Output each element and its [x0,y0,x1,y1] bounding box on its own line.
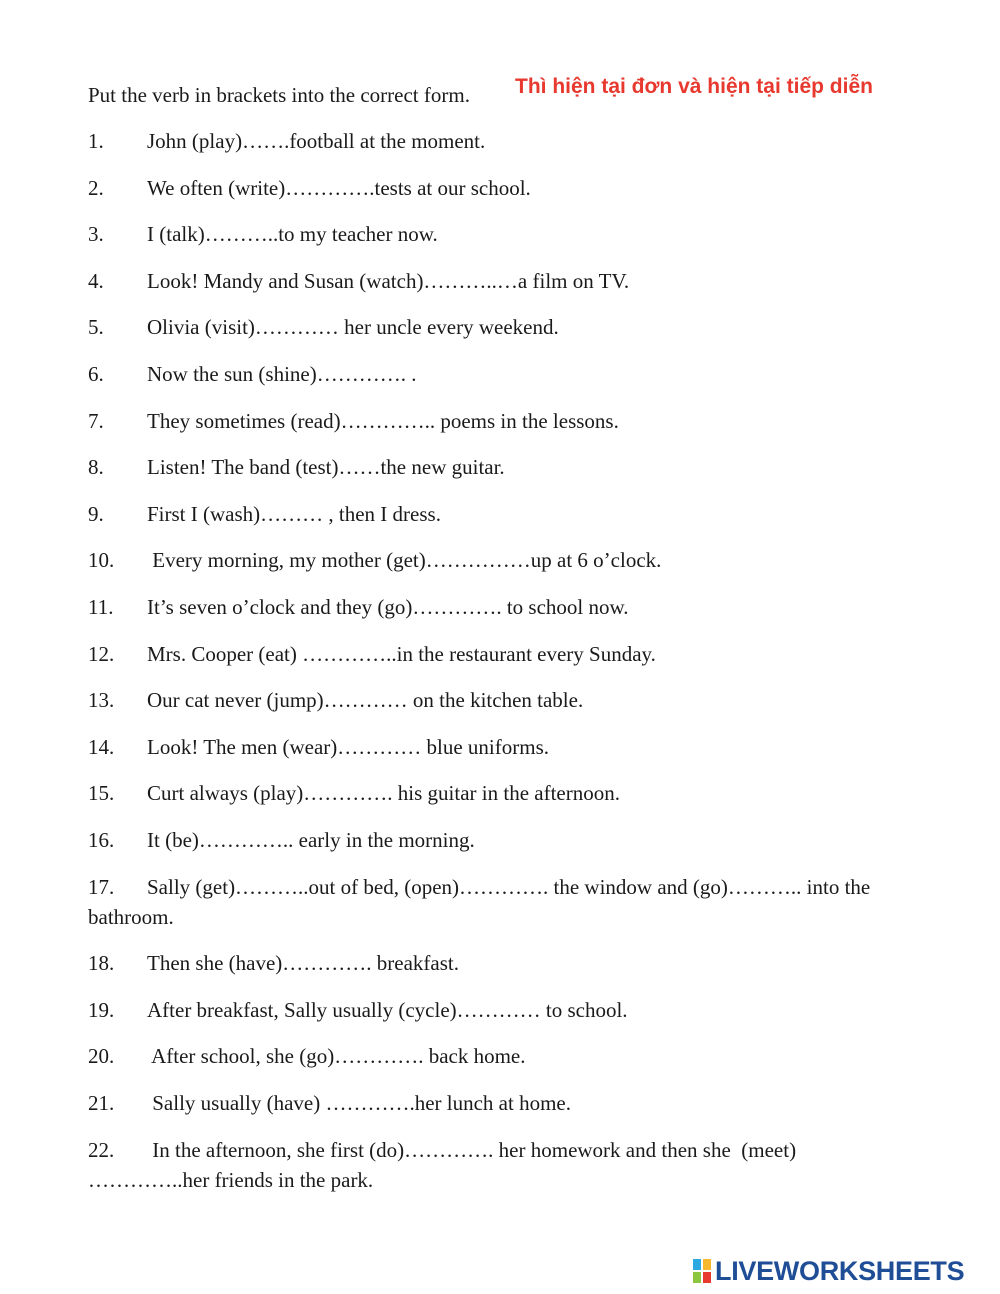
exercise-number: 4. [88,269,104,293]
exercise-number: 3. [88,222,104,246]
exercise-text: Olivia (visit)………… her uncle every weekend. [147,315,559,339]
exercise-text: Mrs. Cooper (eat) …………..in the restaurant every Sunday. [147,642,656,666]
exercise-item [88,545,918,575]
exercise-text: After breakfast, Sally usually (cycle)………… to school. [147,998,628,1022]
exercise-item [88,219,918,249]
exercise-item [88,1135,918,1195]
exercise-number: 19. [88,998,115,1022]
exercise-text: Look! The men (wear)………… blue uniforms. [147,735,550,759]
exercise-text: They sometimes (read)………….. poems in the lessons. [147,409,619,433]
exercise-number: 20. [88,1044,115,1068]
exercise-text: We often (write)………….tests at our school. [147,176,531,200]
exercise-number: 12. [88,642,115,666]
exercise-item [88,592,918,622]
exercise-number: 1. [88,129,104,153]
exercise-number: 14. [88,735,115,759]
exercise-number: 15. [88,781,115,805]
exercise-number: 10. [88,548,115,572]
exercise-number: 16. [88,828,115,852]
exercise-item [88,825,918,855]
exercise-item [88,948,918,978]
exercise-text: Listen! The band (test)……the new guitar. [147,455,505,479]
exercise-item [88,126,918,156]
exercise-item [88,266,918,296]
exercise-text: I (talk)………..to my teacher now. [147,222,438,246]
exercise-text: Our cat never (jump)………… on the kitchen table. [147,688,584,712]
exercise-item [88,778,918,808]
exercise-text: In the afternoon, she first (do)…………. her homework and then she (meet) …………..her friends in the park. [88,1138,802,1192]
exercise-number: 17. [88,875,115,899]
exercise-item [88,732,918,762]
exercise-item [88,452,918,482]
exercise-number: 18. [88,951,115,975]
exercise-number: 13. [88,688,115,712]
exercise-text: Every morning, my mother (get)……………up at 6 o’clock. [147,548,662,572]
liveworksheets-logo-icon [693,1259,711,1283]
logo-text: LIVEWORKSHEETS [715,1255,965,1286]
exercise-number: 7. [88,409,104,433]
exercise-text: John (play)…….football at the moment. [147,129,486,153]
exercise-item [88,173,918,203]
exercise-number: 2. [88,176,104,200]
exercise-number: 9. [88,502,104,526]
exercise-item [88,685,918,715]
exercise-number: 22. [88,1138,115,1162]
exercise-item [88,639,918,669]
exercise-text: It’s seven o’clock and they (go)…………. to school now. [147,595,629,619]
exercise-item [88,499,918,529]
exercise-text: After school, she (go)…………. back home. [147,1044,526,1068]
exercise-text: Sally usually (have) ………….her lunch at home. [147,1091,571,1115]
exercise-item [88,1088,918,1118]
exercise-text: It (be)………….. early in the morning. [147,828,475,852]
exercise-item [88,312,918,342]
exercise-item [88,359,918,389]
liveworksheets-logo [693,1256,964,1286]
exercise-item [88,872,918,932]
exercise-text: Sally (get)………..out of bed, (open)…………. the window and (go)……….. into the bathroom. [88,875,876,929]
exercise-item [88,406,918,436]
exercise-text: Then she (have)…………. breakfast. [147,951,459,975]
worksheet-title: Thì hiện tại đơn và hiện tại tiếp diễn [515,75,873,98]
exercise-number: 8. [88,455,104,479]
exercise-text: Now the sun (shine)…………. . [147,362,417,386]
exercise-number: 5. [88,315,104,339]
exercise-item [88,1041,918,1071]
instruction-text: Put the verb in brackets into the correct form. [88,83,470,107]
exercise-item [88,995,918,1025]
exercise-number: 6. [88,362,104,386]
exercise-number: 11. [88,595,114,619]
exercise-text: Look! Mandy and Susan (watch)………..…a film on TV. [147,269,630,293]
exercise-text: First I (wash)……… , then I dress. [147,502,441,526]
exercise-number: 21. [88,1091,115,1115]
exercise-text: Curt always (play)…………. his guitar in the afternoon. [147,781,620,805]
